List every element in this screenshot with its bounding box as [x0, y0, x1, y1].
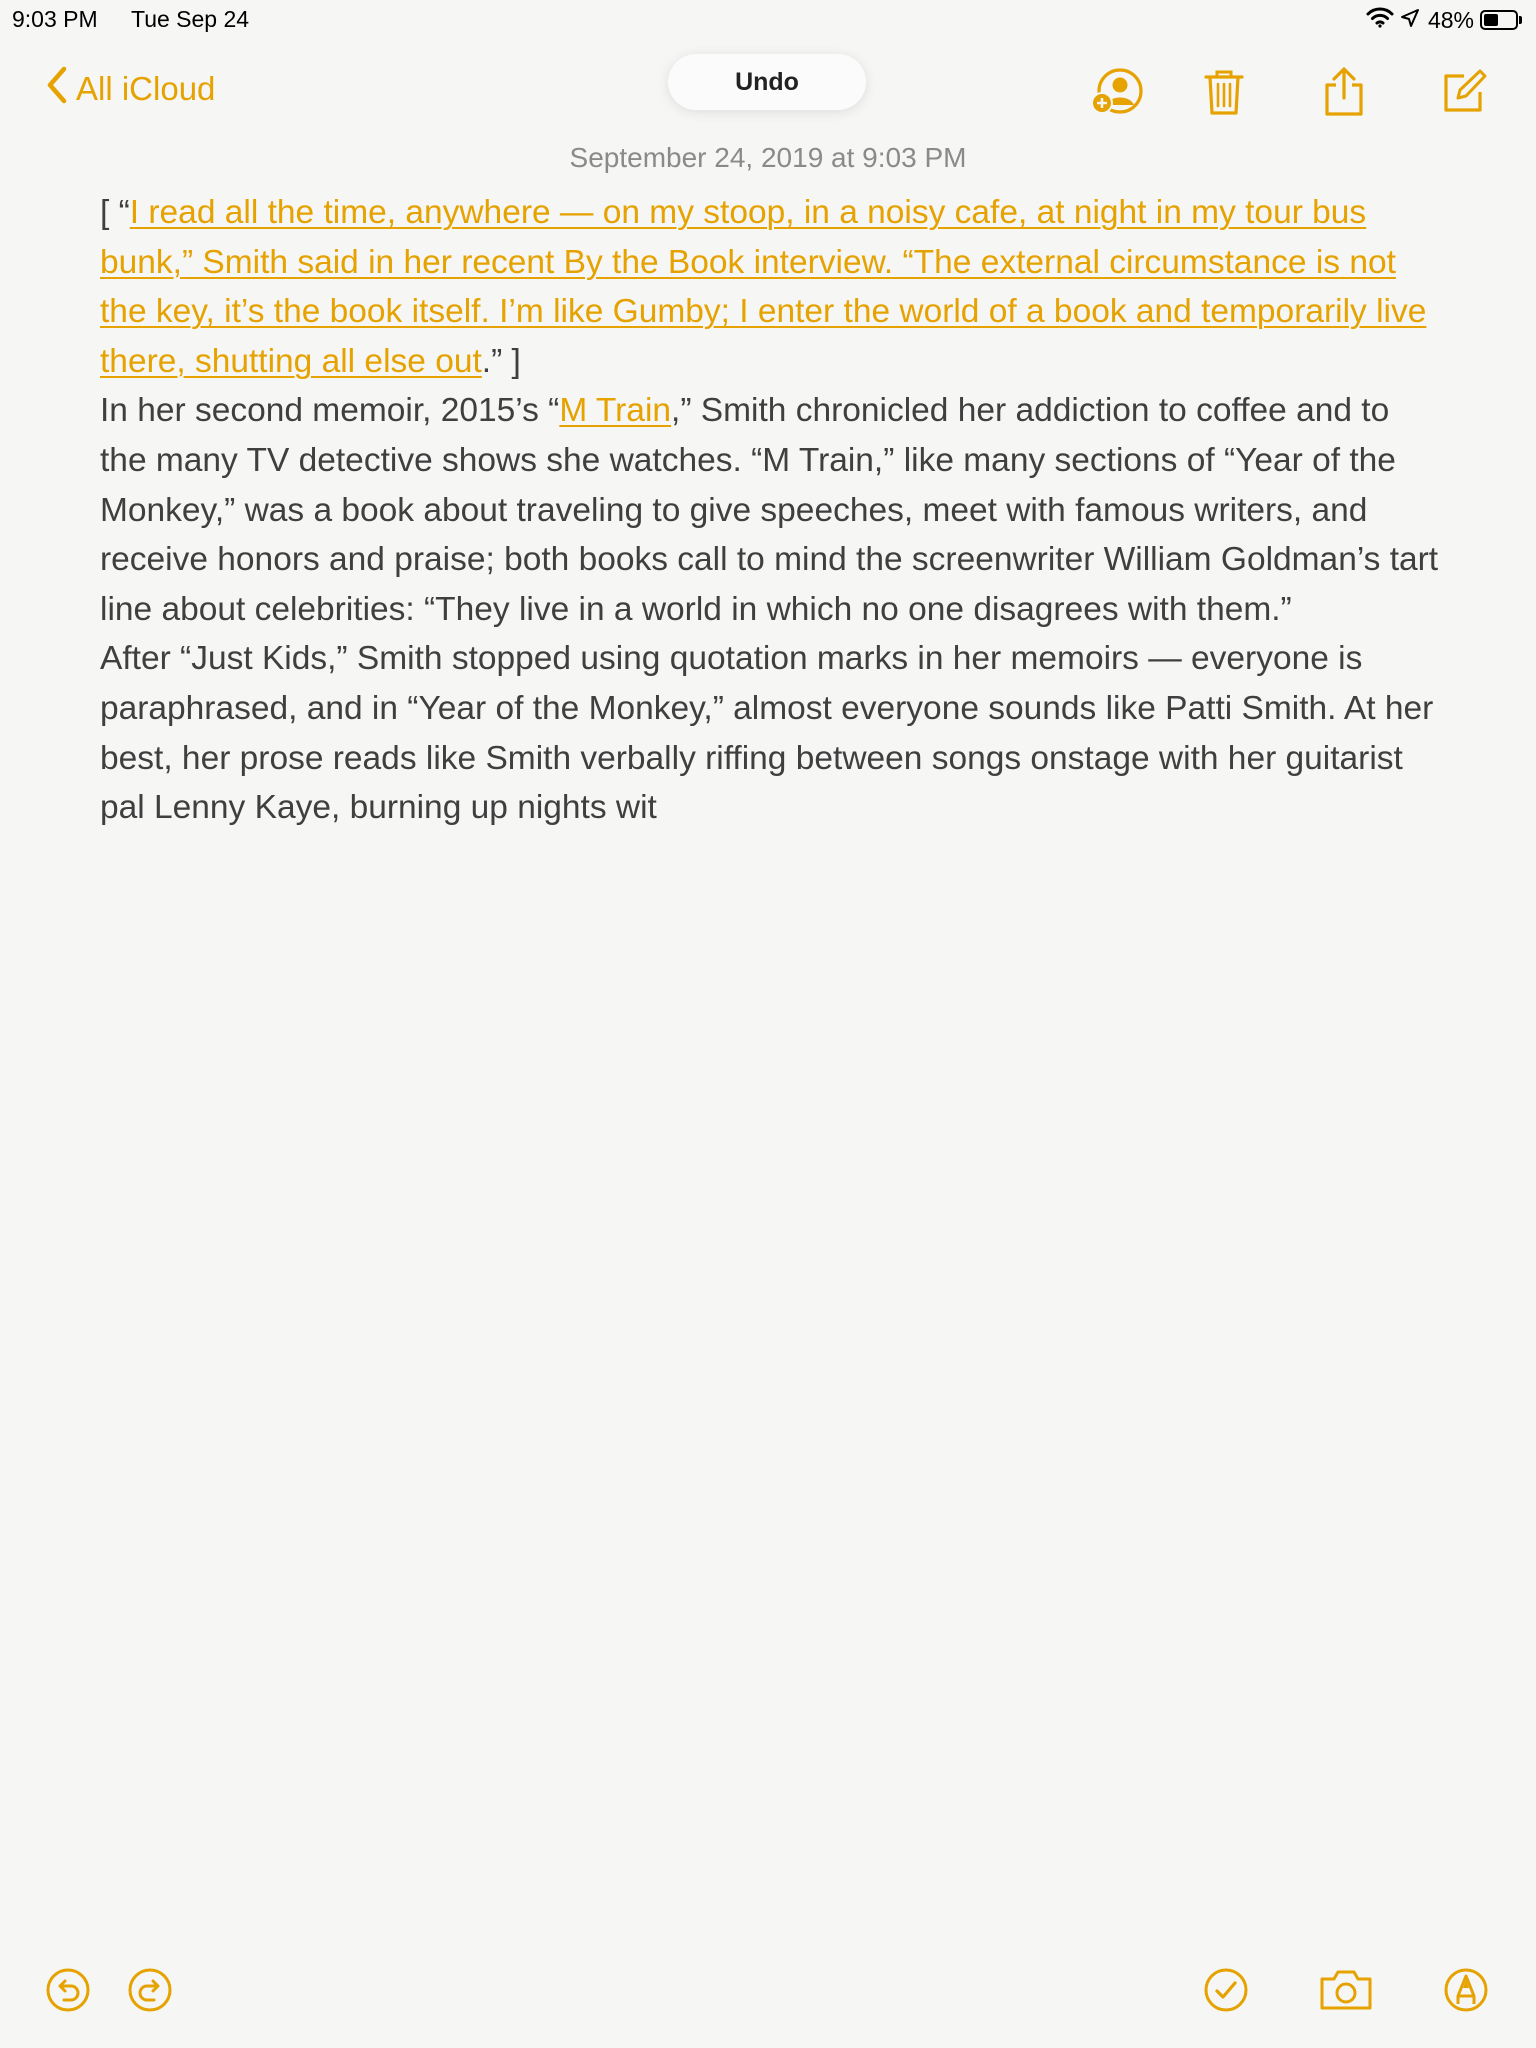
battery-level — [1484, 14, 1498, 26]
wifi-icon — [1366, 6, 1394, 34]
back-button[interactable] — [46, 66, 215, 112]
location-icon — [1400, 7, 1420, 34]
status-time: 9:03 PM — [12, 6, 98, 32]
note-paragraph — [100, 188, 1440, 386]
status-bar — [0, 0, 1536, 40]
p2-prefix: In her second memoir, 2015’s “ — [100, 392, 560, 430]
battery-percentage: 48% — [1427, 6, 1474, 33]
note-date: September 24, 2019 at 9:03 PM — [569, 142, 967, 173]
p1-suffix: .” ] — [481, 342, 521, 380]
battery-cap — [1519, 16, 1522, 24]
add-person-icon[interactable] — [1090, 64, 1146, 120]
bottom-toolbar — [0, 1960, 1536, 2030]
m-train-link[interactable]: M Train — [559, 392, 672, 430]
share-icon[interactable] — [1316, 64, 1372, 120]
status-date: Tue Sep 24 — [131, 6, 250, 32]
battery-icon — [1480, 10, 1518, 30]
compose-icon[interactable] — [1436, 64, 1492, 120]
nav-bar — [0, 40, 1536, 140]
chevron-left-icon — [46, 66, 76, 112]
camera-icon[interactable] — [1316, 1960, 1376, 2020]
undo-icon[interactable] — [38, 1960, 98, 2020]
trash-icon[interactable] — [1196, 64, 1252, 120]
markup-icon[interactable] — [1436, 1960, 1496, 2020]
p2-suffix: ,” Smith chronicled her addiction to coffee and to the many TV detective shows she watches. “M Train,” like many sections of “Year of the Monkey,” was a book about traveling to give speeches, meet with famous writers, and receive honors and praise; both books call to mind the screenwriter William Goldman’s tart line about celebrities: “They live in a world in which no one disagrees with them.” — [100, 392, 1439, 628]
checklist-icon[interactable] — [1196, 1960, 1256, 2020]
status-indicators — [1366, 6, 1522, 34]
undo-button[interactable]: Undo — [668, 54, 866, 110]
note-paragraph — [100, 386, 1440, 634]
back-button-label: All iCloud — [76, 70, 216, 107]
note-body[interactable] — [100, 188, 1440, 833]
redo-icon[interactable] — [120, 1960, 180, 2020]
p1-prefix: [ “ — [100, 194, 130, 231]
quote-link[interactable]: I read all the time, anywhere — on my stoop, in a noisy cafe, at night in my tour bus bunk,” Smith said in her recent By the Book interview. “The external circumstance is not the key, it’s the book itself. I’m like Gumby; I enter the world of a book and temporarily live there, shutting all else out — [100, 194, 1427, 380]
note-paragraph: After “Just Kids,” Smith stopped using quotation marks in her memoirs — everyone is paraphrased, and in “Year of the Monkey,” almost everyone sounds like Patti Smith. At her best, her prose reads like Smith verbally riffing between songs onstage with her guitarist pal Lenny Kaye, burning up nights wit — [100, 640, 1434, 827]
